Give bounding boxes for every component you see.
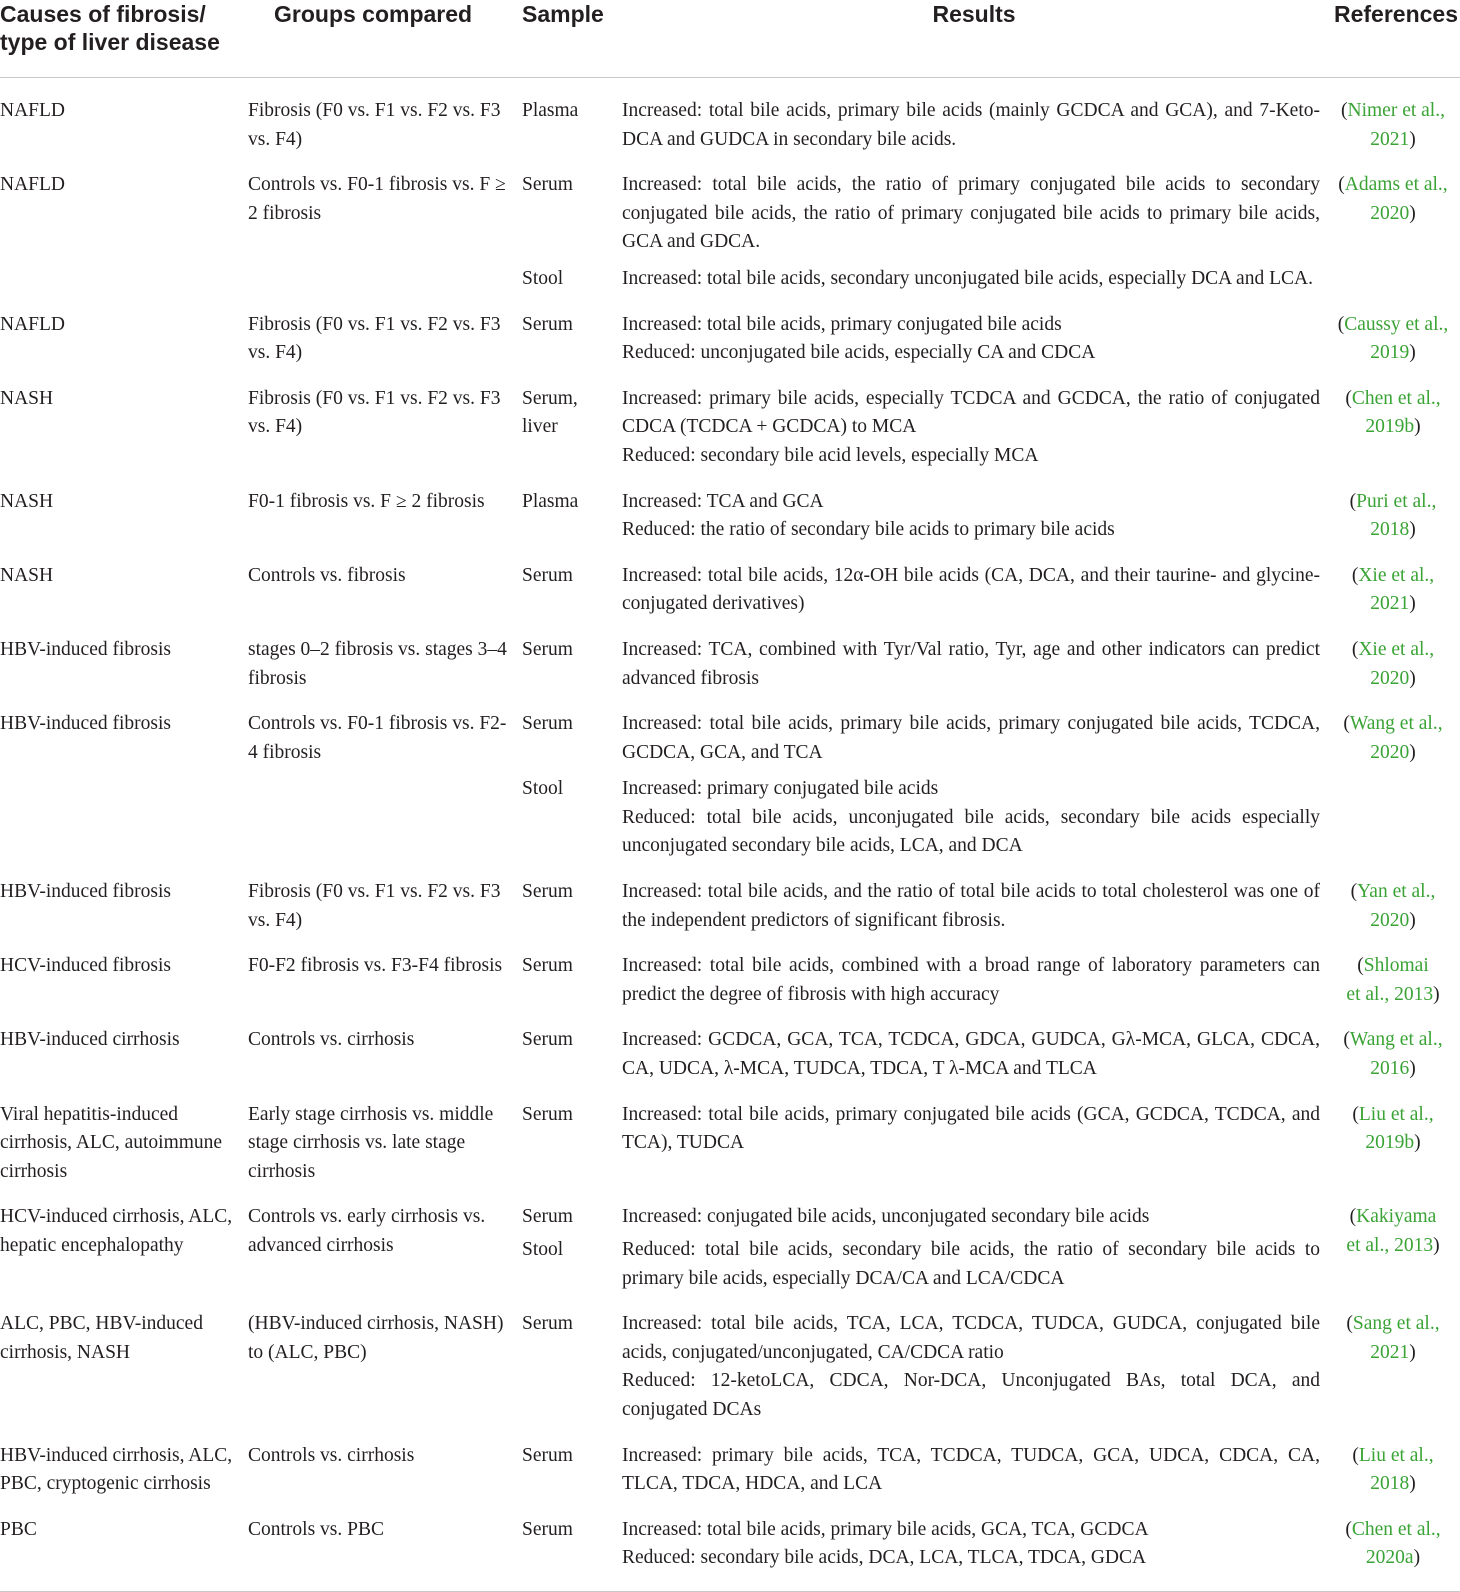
close-paren: ) — [1409, 519, 1416, 541]
cell-sample: Serum — [522, 1507, 622, 1592]
cell-cause: HCV-induced cirrhosis, ALC, hepatic encephalopathy — [0, 1206, 233, 1256]
reference-link[interactable]: Chen et al., — [1351, 1518, 1441, 1540]
reference-link[interactable]: Kakiyama — [1356, 1206, 1437, 1228]
close-paren: ) — [1409, 1341, 1416, 1363]
reference-citation — [1345, 385, 1440, 442]
result-line: Increased: primary bile acids, TCA, TCDCA, TUDCA, GCA, UDCA, CDCA, CA, TLCA, TDCA, HDCA, and LCA — [622, 1444, 1320, 1495]
cell-groups: Fibrosis (F0 vs. F1 vs. F2 vs. F3 vs. F4) — [248, 313, 501, 364]
table-row — [0, 1194, 1460, 1236]
reference-citation — [1346, 952, 1439, 1009]
reference-link[interactable]: Yan et al., — [1357, 881, 1436, 903]
cell-sample: Serum — [522, 174, 573, 196]
reference-line-2 — [1343, 739, 1442, 768]
result-line: Increased: total bile acids, secondary unconjugated bile acids, especially DCA and LCA. — [622, 267, 1313, 289]
open-paren: ( — [1341, 100, 1348, 121]
reference-link[interactable]: Wang et al., — [1349, 713, 1443, 735]
reference-line-2 — [1343, 1055, 1442, 1084]
cell-sample: Serum — [522, 1444, 573, 1466]
cell-results — [622, 1236, 1326, 1301]
reference-link[interactable]: Caussy et al., — [1344, 313, 1449, 335]
cell-results — [622, 1092, 1326, 1195]
reference-link[interactable]: 2018 — [1370, 519, 1410, 541]
open-paren: ( — [1345, 387, 1352, 409]
cell-cause: NAFLD — [0, 174, 66, 196]
cell-results — [622, 78, 1326, 163]
cell-reference — [1326, 162, 1460, 301]
close-paren: ) — [1409, 342, 1416, 364]
cell-groups: Fibrosis (F0 vs. F1 vs. F2 vs. F3 vs. F4) — [248, 100, 501, 150]
open-paren: ( — [1337, 313, 1345, 335]
open-paren: ( — [1345, 1518, 1352, 1540]
result-line: Increased: total bile acids, TCA, LCA, TCDCA, TUDCA, GUDCA, conjugated bile acids, conjugated/unconjugated, CA/CDCA ratio — [622, 1313, 1320, 1363]
reference-link[interactable]: 2019b — [1365, 1132, 1415, 1154]
cell-reference — [1326, 1017, 1460, 1091]
result-line: Increased: total bile acids, primary conjugated bile acids (GCA, GCDCA, TCDCA, and TCA), TUDCA — [622, 1103, 1320, 1154]
cell-groups: Early stage cirrhosis vs. middle stage cirrhosis vs. late stage cirrhosis — [248, 1103, 494, 1182]
reference-line-2 — [1345, 1544, 1440, 1573]
cell-sample: Serum — [522, 1103, 573, 1125]
close-paren: ) — [1409, 909, 1416, 931]
reference-link[interactable]: Sang et al., — [1352, 1313, 1440, 1335]
reference-citation — [1338, 171, 1447, 228]
reference-line-1 — [1338, 171, 1447, 200]
open-paren: ( — [1346, 1313, 1353, 1335]
cell-reference — [1326, 1092, 1460, 1195]
result-line: Reduced: unconjugated bile acids, especially CA and CDCA — [622, 342, 1096, 364]
cell-cause: PBC — [0, 1507, 248, 1592]
cell-cause: ALC, PBC, HBV-induced cirrhosis, NASH — [0, 1313, 203, 1363]
open-paren: ( — [1357, 955, 1364, 977]
result-line: Increased: primary bile acids, especially TCDCA and GCDCA, the ratio of conjugated CDCA (TCDCA + GCDCA) to MCA — [622, 387, 1320, 438]
cell-results — [622, 775, 1326, 869]
reference-citation — [1352, 1442, 1433, 1499]
reference-link[interactable]: et al., 2013 — [1346, 983, 1434, 1005]
reference-line-2 — [1338, 339, 1448, 368]
result-line: Increased: GCDCA, GCA, TCA, TCDCA, GDCA, GUDCA, Gλ-MCA, GLCA, CDCA, CA, UDCA, λ-MCA, TUDCA, TDCA, T λ-MCA and TLCA — [622, 1029, 1320, 1080]
cell-results — [622, 302, 1326, 376]
reference-link[interactable]: Xie et al., — [1358, 638, 1435, 660]
result-line: Reduced: secondary bile acid levels, especially MCA — [622, 444, 1039, 466]
reference-citation — [1345, 1516, 1440, 1573]
reference-line-1 — [1352, 1442, 1433, 1471]
cell-sample: Serum — [522, 713, 573, 735]
reference-citation — [1346, 1310, 1439, 1367]
reference-line-2 — [1350, 516, 1437, 545]
open-paren: ( — [1350, 881, 1358, 903]
result-line: Reduced: 12-ketoLCA, CDCA, Nor-DCA, Unconjugated BAs, total DCA, and conjugated DCAs — [622, 1370, 1320, 1420]
reference-link[interactable]: 2018 — [1370, 1473, 1410, 1495]
cell-sample: Serum — [522, 638, 573, 660]
result-line: Increased: primary conjugated bile acids — [622, 778, 939, 800]
table-row — [0, 376, 1460, 479]
cell-reference — [1326, 1301, 1460, 1432]
reference-link[interactable]: Chen et al., — [1351, 387, 1441, 409]
cell-sample: Plasma — [522, 100, 579, 121]
cell-reference — [1326, 943, 1460, 1017]
reference-link[interactable]: et al., 2013 — [1346, 1235, 1434, 1256]
cell-results — [622, 1194, 1326, 1236]
close-paren: ) — [1414, 416, 1421, 438]
reference-line-2 — [1346, 1232, 1439, 1261]
cell-sample: Stool — [522, 778, 564, 800]
cell-sample: Serum — [522, 955, 573, 977]
reference-line-2 — [1338, 200, 1447, 229]
cell-sample: Serum — [522, 1206, 573, 1228]
cell-reference — [1326, 1433, 1460, 1507]
reference-link[interactable]: Nimer et al., — [1347, 100, 1445, 121]
open-paren: ( — [1351, 564, 1359, 586]
cell-results — [622, 479, 1326, 553]
result-line: Increased: total bile acids, primary bile acids, GCA, TCA, GCDCA — [622, 1518, 1149, 1540]
result-line: Reduced: total bile acids, unconjugated bile acids, secondary bile acids especially unconjugated secondary bile acids, LCA, and DCA — [622, 806, 1320, 857]
reference-line-1 — [1346, 1203, 1439, 1232]
header-row — [0, 0, 1460, 78]
reference-link[interactable]: Wang et al., — [1349, 1029, 1443, 1051]
result-line: Reduced: the ratio of secondary bile acids to primary bile acids — [622, 519, 1115, 541]
close-paren: ) — [1413, 1547, 1421, 1569]
cell-cause: NASH — [0, 490, 54, 512]
reference-line-1 — [1346, 952, 1439, 981]
table-row — [0, 1092, 1460, 1195]
cell-sample: Serum — [522, 1313, 573, 1335]
cell-results — [622, 943, 1326, 1017]
table-row — [0, 701, 1460, 775]
reference-link[interactable]: Adams et al., — [1344, 174, 1448, 196]
reference-line-1 — [1343, 710, 1442, 739]
result-line: Increased: conjugated bile acids, unconjugated secondary bile acids — [622, 1206, 1150, 1228]
cell-cause: Viral hepatitis-induced cirrhosis, ALC, autoimmune cirrhosis — [0, 1103, 223, 1182]
table-row — [0, 1017, 1460, 1091]
reference-line-2 — [1341, 126, 1445, 155]
close-paren: ) — [1409, 1473, 1416, 1495]
reference-line-1 — [1351, 878, 1436, 907]
reference-link[interactable]: Liu et al., — [1358, 1103, 1434, 1125]
table-body — [0, 78, 1460, 1592]
result-line: Increased: TCA and GCA — [622, 490, 824, 512]
reference-link[interactable]: 2021 — [1370, 128, 1410, 150]
cell-cause: HBV-induced cirrhosis — [0, 1029, 180, 1051]
cell-results — [622, 1433, 1326, 1507]
cell-reference — [1326, 376, 1460, 479]
result-line: Increased: TCA, combined with Tyr/Val ratio, Tyr, age and other indicators can predict advanced fibrosis — [622, 638, 1320, 689]
cell-sample: Serum — [522, 313, 573, 335]
cell-reference — [1326, 302, 1460, 376]
reference-line-2 — [1352, 590, 1434, 619]
cell-reference — [1326, 627, 1460, 701]
table-row — [0, 553, 1460, 627]
close-paren: ) — [1409, 593, 1416, 615]
cell-sample: Plasma — [522, 490, 579, 512]
close-paren: ) — [1409, 667, 1416, 689]
cell-groups: Controls vs. cirrhosis — [248, 1444, 415, 1466]
result-line: Increased: total bile acids, primary bile acids, primary conjugated bile acids, TCDCA, GCDCA, GCA, and TCA — [622, 713, 1320, 763]
header-references: References — [1326, 0, 1460, 78]
close-paren: ) — [1409, 128, 1416, 150]
reference-line-2 — [1352, 1470, 1433, 1499]
reference-link[interactable]: 2021 — [1370, 1341, 1410, 1363]
reference-citation — [1352, 1101, 1433, 1158]
cell-groups: (HBV-induced cirrhosis, NASH) to (ALC, PBC) — [248, 1313, 504, 1363]
cell-groups: Controls vs. F0-1 fibrosis vs. F ≥ 2 fibrosis — [248, 174, 506, 224]
open-paren: ( — [1343, 713, 1350, 735]
cell-groups: Controls vs. early cirrhosis vs. advanced cirrhosis — [248, 1206, 486, 1256]
reference-citation — [1352, 636, 1434, 693]
open-paren: ( — [1349, 490, 1357, 512]
reference-link[interactable]: 2020 — [1370, 667, 1410, 689]
open-paren: ( — [1349, 1206, 1357, 1228]
reference-citation — [1343, 710, 1442, 767]
reference-line-1 — [1341, 97, 1445, 126]
reference-line-1 — [1345, 1516, 1440, 1545]
cell-cause: HBV-induced fibrosis — [0, 713, 171, 735]
cell-reference — [1326, 1507, 1460, 1592]
cell-groups: stages 0–2 fibrosis vs. stages 3–4 fibrosis — [248, 638, 507, 689]
table-row — [0, 78, 1460, 163]
reference-citation — [1346, 1203, 1439, 1260]
close-paren: ) — [1433, 983, 1440, 1005]
cell-groups: Controls vs. F0-1 fibrosis vs. F2-4 fibrosis — [248, 713, 507, 763]
cell-cause: HCV-induced fibrosis — [0, 955, 171, 977]
result-line: Increased: total bile acids, the ratio of primary conjugated bile acids to secondary conjugated bile acids, the ratio of primary conjugated bile acids to primary bile acids, GCA and GDCA. — [622, 174, 1320, 253]
reference-link[interactable]: Liu et al., — [1358, 1444, 1434, 1466]
open-paren: ( — [1351, 638, 1359, 660]
reference-link[interactable]: 2016 — [1370, 1058, 1410, 1080]
cell-cause: NAFLD — [0, 313, 66, 335]
close-paren: ) — [1409, 741, 1416, 763]
reference-line-1 — [1346, 1310, 1439, 1339]
cell-groups: Controls vs. cirrhosis — [248, 1029, 415, 1051]
open-paren: ( — [1352, 1444, 1359, 1466]
reference-citation — [1350, 488, 1437, 545]
reference-line-1 — [1343, 1026, 1442, 1055]
cell-cause: NASH — [0, 564, 54, 586]
cell-sample: Serum, liver — [522, 387, 578, 438]
reference-line-2 — [1352, 1129, 1433, 1158]
close-paren: ) — [1409, 202, 1416, 224]
result-line: Reduced: total bile acids, secondary bile acids, the ratio of secondary bile acids to primary bile acids, especially DCA/CA and LCA/CDCA — [622, 1239, 1320, 1289]
cell-results — [622, 627, 1326, 701]
reference-citation — [1351, 878, 1436, 935]
cell-groups: Fibrosis (F0 vs. F1 vs. F2 vs. F3 vs. F4) — [248, 387, 501, 438]
cell-results — [622, 1017, 1326, 1091]
cell-reference — [1326, 1194, 1460, 1301]
reference-link[interactable]: 2020 — [1370, 202, 1410, 224]
table-row — [0, 869, 1460, 943]
reference-citation — [1341, 97, 1445, 154]
reference-line-2 — [1346, 1339, 1439, 1368]
reference-link[interactable]: 2019 — [1370, 342, 1410, 364]
cell-cause: NASH — [0, 387, 54, 409]
cell-sample: Stool — [522, 267, 564, 289]
reference-line-1 — [1352, 1101, 1433, 1130]
cell-cause: NAFLD — [0, 100, 66, 121]
cell-results — [622, 162, 1326, 265]
reference-citation — [1352, 562, 1434, 619]
result-line: Reduced: secondary bile acids, DCA, LCA, TLCA, TDCA, GDCA — [622, 1547, 1147, 1569]
reference-link[interactable]: 2020 — [1370, 909, 1410, 931]
close-paren: ) — [1433, 1235, 1440, 1256]
reference-line-2 — [1351, 907, 1436, 936]
cell-reference — [1326, 479, 1460, 553]
cell-groups: Controls vs. fibrosis — [248, 564, 406, 586]
header-cause-line-2: type of liver disease — [0, 29, 220, 55]
open-paren: ( — [1343, 1029, 1350, 1051]
reference-line-1 — [1352, 562, 1434, 591]
cell-reference — [1326, 701, 1460, 869]
reference-link[interactable]: 2019b — [1365, 416, 1415, 438]
close-paren: ) — [1414, 1132, 1421, 1154]
cell-groups: Fibrosis (F0 vs. F1 vs. F2 vs. F3 vs. F4) — [248, 881, 501, 931]
reference-line-1 — [1350, 488, 1437, 517]
cell-groups: F0-F2 fibrosis vs. F3-F4 fibrosis — [248, 955, 503, 977]
reference-line-1 — [1338, 311, 1448, 340]
result-line: Increased: total bile acids, primary conjugated bile acids — [622, 313, 1062, 335]
cell-reference — [1326, 553, 1460, 627]
header-groups: Groups compared — [248, 0, 522, 78]
table-row — [0, 162, 1460, 265]
cell-results — [622, 553, 1326, 627]
cell-results — [622, 265, 1326, 302]
cell-results — [622, 1507, 1326, 1592]
result-line: Increased: total bile acids, combined with a broad range of laboratory parameters can predict the degree of fibrosis with high accuracy — [622, 955, 1320, 1005]
reference-citation — [1338, 311, 1448, 368]
cell-sample: Serum — [522, 1029, 573, 1051]
reference-link[interactable]: 2020a — [1365, 1547, 1414, 1569]
result-line: Increased: total bile acids, and the ratio of total bile acids to total cholesterol was one of the independent predictors of significant fibrosis. — [622, 881, 1320, 931]
table-row — [0, 1507, 1460, 1592]
close-paren: ) — [1409, 1058, 1416, 1080]
table-row — [0, 479, 1460, 553]
reference-link[interactable]: Xie et al., — [1358, 564, 1435, 586]
cell-reference — [1326, 78, 1460, 163]
header-cause-line-1: Causes of fibrosis/ — [0, 1, 206, 27]
result-line: Increased: total bile acids, 12α-OH bile acids (CA, DCA, and their taurine- and glycine-conjugated derivatives) — [622, 564, 1320, 615]
cell-cause: HBV-induced fibrosis — [0, 881, 171, 903]
header-cause — [0, 0, 248, 78]
reference-link[interactable]: 2021 — [1370, 593, 1410, 615]
cell-results — [622, 376, 1326, 479]
reference-line-1 — [1352, 636, 1434, 665]
cell-sample: Stool — [522, 1239, 564, 1260]
table-row — [0, 302, 1460, 376]
open-paren: ( — [1338, 174, 1345, 196]
reference-line-1 — [1345, 385, 1440, 414]
cell-groups: F0-1 fibrosis vs. F ≥ 2 fibrosis — [248, 490, 485, 512]
cell-groups: Controls vs. PBC — [248, 1507, 522, 1592]
table-row — [0, 1433, 1460, 1507]
cell-sample: Serum — [522, 564, 573, 586]
header-results: Results — [622, 0, 1326, 78]
reference-line-2 — [1345, 413, 1440, 442]
open-paren: ( — [1352, 1103, 1359, 1125]
table-row — [0, 1301, 1460, 1432]
cell-results — [622, 869, 1326, 943]
table-row — [0, 627, 1460, 701]
result-line: Increased: total bile acids, primary bile acids (mainly GCDCA and GCA), and 7-Keto-DCA and GUDCA in secondary bile acids. — [622, 100, 1320, 150]
cell-cause: HBV-induced fibrosis — [0, 638, 171, 660]
cell-results — [622, 1301, 1326, 1432]
cell-reference — [1326, 869, 1460, 943]
reference-line-2 — [1352, 665, 1434, 694]
reference-link[interactable]: Shlomai — [1363, 955, 1429, 977]
cell-results — [622, 701, 1326, 775]
reference-link[interactable]: 2020 — [1370, 741, 1410, 763]
cell-sample: Serum — [522, 881, 573, 903]
reference-link[interactable]: Puri et al., — [1356, 490, 1437, 512]
table-row — [0, 943, 1460, 1017]
cell-cause: HBV-induced cirrhosis, ALC, PBC, cryptogenic cirrhosis — [0, 1444, 233, 1495]
reference-line-2 — [1346, 981, 1439, 1010]
reference-citation — [1343, 1026, 1442, 1083]
header-sample: Sample — [522, 0, 622, 78]
